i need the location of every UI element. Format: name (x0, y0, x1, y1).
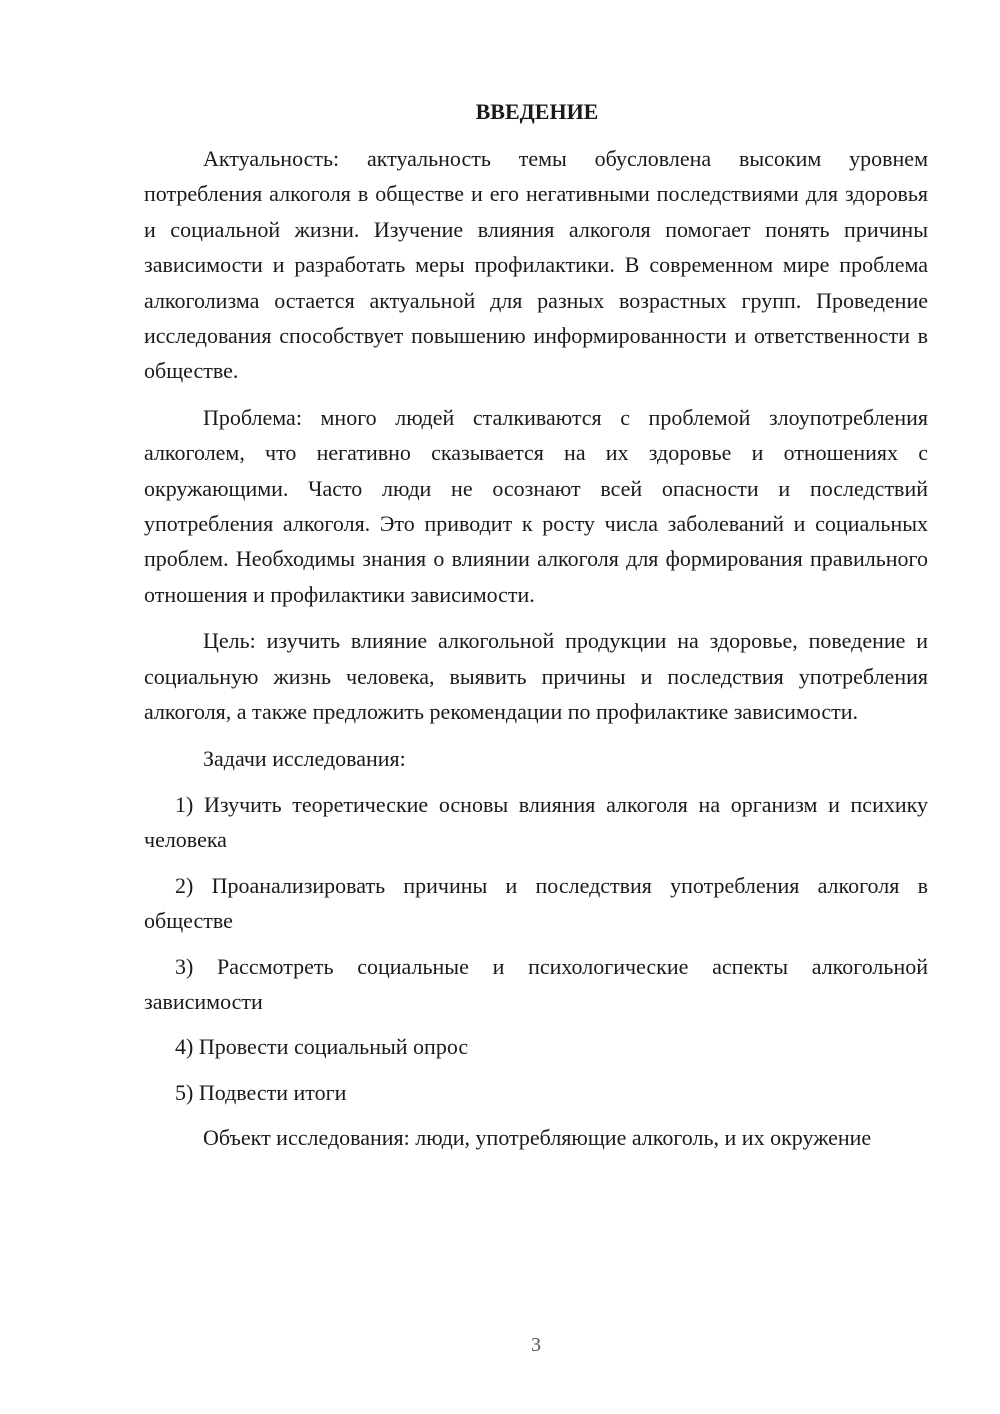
tasks-list (144, 787, 928, 1110)
task-item: 5) Подвести итоги (175, 1079, 347, 1105)
page-content (144, 94, 928, 1156)
section-heading: ВВЕДЕНИЕ (475, 99, 599, 124)
paragraph-relevance: Актуальность: актуальность темы обусловлена высоким уровнем потребления алкоголя в обществе и его негативными последствиями для здоровья и социальной жизни. Изучение влияния алкоголя помогает понять причины зависимости и разработать меры профилактики. В современном мире проблема алкоголизма остается актуальной для разных возрастных групп. Проведение исследования способствует повышению информированности и ответственности в обществе. (144, 146, 928, 384)
paragraph-goal: Цель: изучить влияние алкогольной продукции на здоровье, поведение и социальную жизнь человека, выявить причины и последствия употребления алкоголя, а также предложить рекомендации по профилактике зависимости. (144, 628, 928, 725)
task-item: 2) Проанализировать причины и последствия употребления алкоголя в обществе (144, 872, 928, 934)
task-item: 4) Провести социальный опрос (175, 1034, 469, 1060)
task-item: 1) Изучить теоретические основы влияния алкоголя на организм и психику человека (144, 791, 928, 853)
paragraph-object: Объект исследования: люди, употребляющие алкоголь, и их окружение (203, 1125, 872, 1151)
page-number: 3 (531, 1334, 541, 1356)
task-item: 3) Рассмотреть социальные и психологические аспекты алкогольной зависимости (144, 953, 928, 1014)
paragraph-problem: Проблема: много людей сталкиваются с проблемой злоупотребления алкоголем, что негативно сказывается на их здоровье и отношениях с окружающими. Часто люди не осознают всей опасности и последствий употребления алкоголя. Это приводит к росту числа заболеваний и социальных проблем. Необходимы знания о влиянии алкоголя для формирования правильного отношения и профилактики зависимости. (144, 404, 928, 607)
tasks-heading: Задачи исследования: (203, 745, 406, 771)
